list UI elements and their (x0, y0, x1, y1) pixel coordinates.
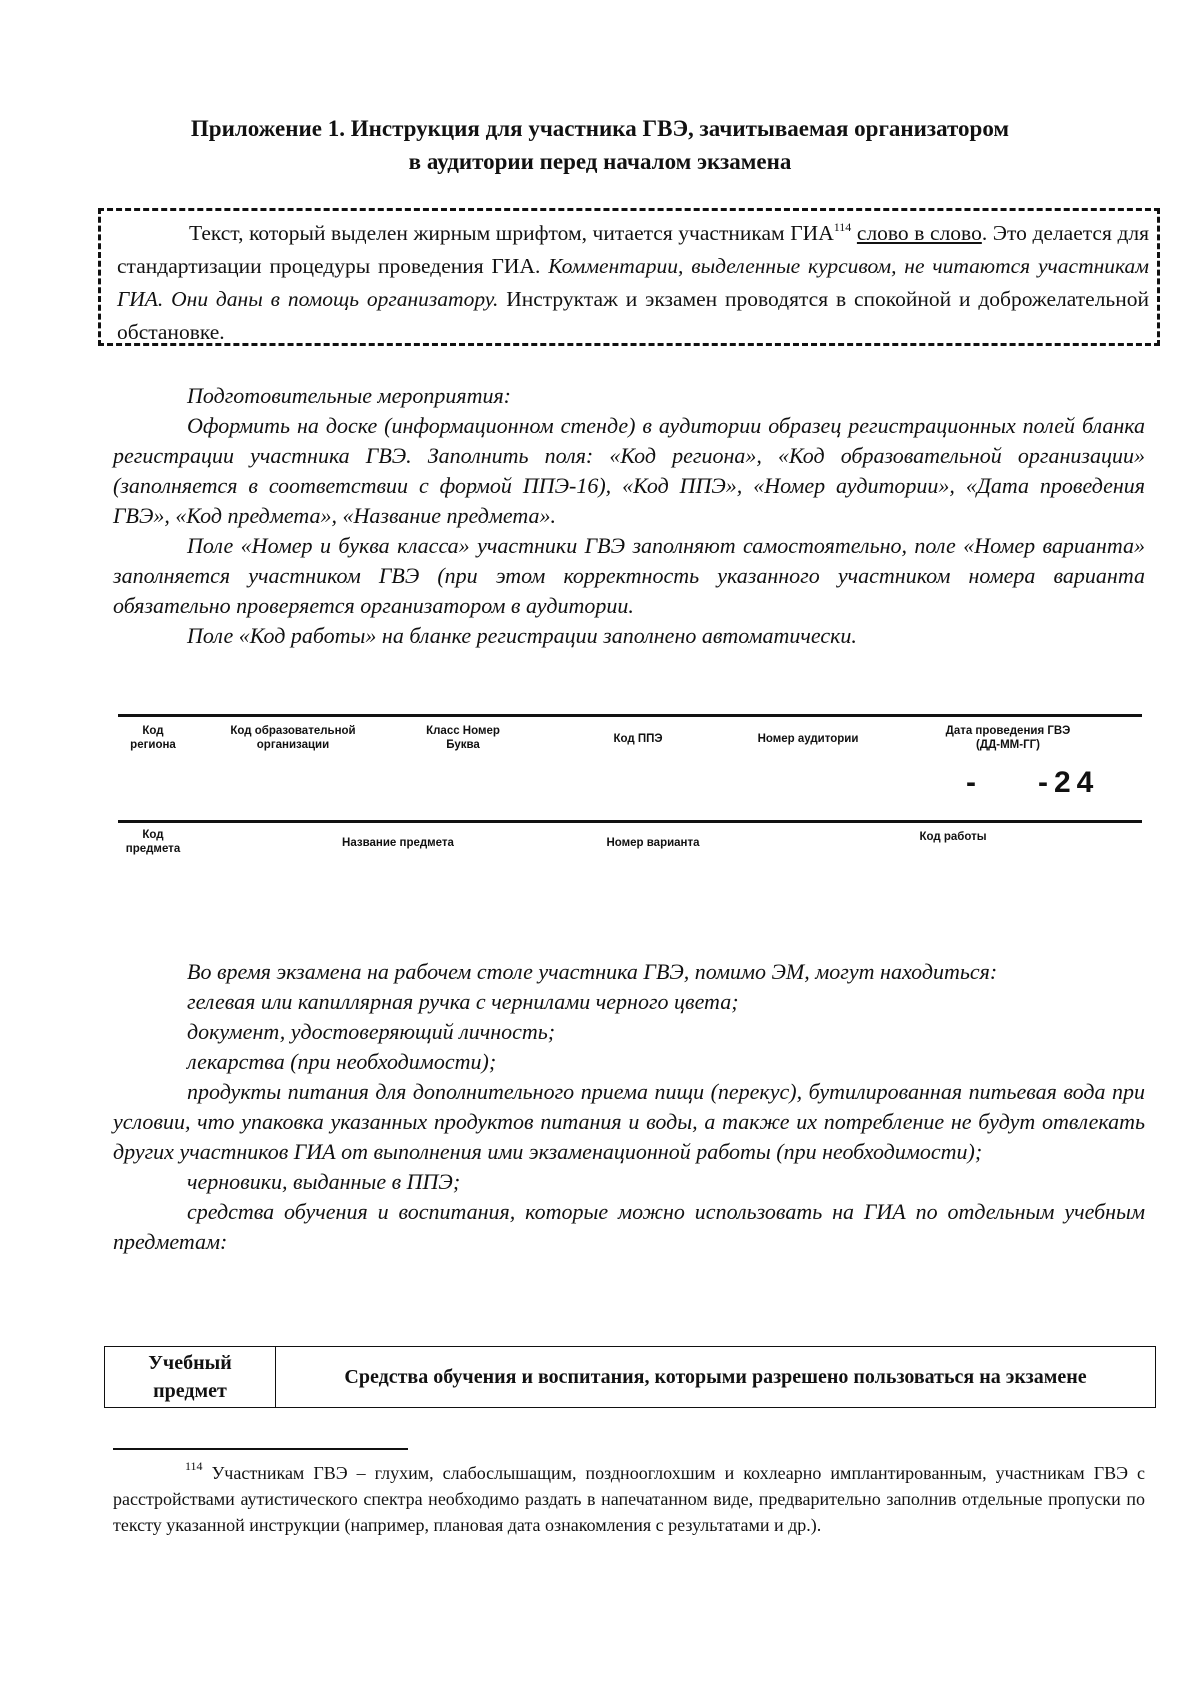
notice-text: Текст, который выделен жирным шрифтом, читается участникам ГИА$^{114}$ слово в слово. Это делается для стандартизации процедуры проведения ГИА. Комментарии, выделенные курсивом, не читаются участникам ГИА. Они даны в помощь организатору. Инструктаж и экзамен проводятся в спокойной и доброжелательной обстановке. (117, 220, 1150, 344)
date-format-hint: (ДД-ММ-ГГ) (976, 739, 1040, 751)
ppe-code-label: Код ППЭ (613, 733, 663, 745)
form-top-rule (118, 714, 1142, 717)
prep-heading: Подготовительные мероприятия: (187, 383, 512, 408)
subject-name-label: Название предмета (342, 837, 454, 849)
registration-form-sample (118, 714, 1142, 924)
allowed-item: лекарства (при необходимости); (187, 1049, 497, 1074)
footnote (113, 1460, 1145, 1538)
prep-section (113, 381, 1145, 651)
exam-date-label: Дата проведения ГВЭ (ДД-ММ-ГГ) (918, 724, 1098, 752)
allowed-item: средства обучения и воспитания, которые можно использовать на ГИА по отдельным учебным предметам: (113, 1199, 1145, 1254)
variant-number-label: Номер варианта (606, 837, 700, 849)
prep-paragraph-1: Оформить на доске (информационном стенде) в аудитории образец регистрационных полей бланка регистрации участника ГВЭ. Заполнить поля: «Код региона», «Код образовательной организации» (заполняется в соответствии с формой ППЭ-16), «Код ППЭ», «Номер аудитории», «Дата проведения ГВЭ», «Код предмета», «Название предмета». (113, 413, 1145, 528)
title-line-2: в аудитории перед началом экзамена (408, 149, 792, 174)
date-dash: - (966, 766, 982, 799)
form-middle-rule (118, 820, 1142, 823)
work-code-label: Код работы (919, 831, 987, 843)
allowed-item: гелевая или капиллярная ручка с чернилами черного цвета; (187, 989, 739, 1014)
means-column-header: Средства обучения и воспитания, которыми разрешено пользоваться на экзамене (276, 1347, 1156, 1408)
title-line-1: Приложение 1. Инструкция для участника ГВЭ, зачитываемая организатором (190, 116, 1010, 141)
means-table (104, 1346, 1156, 1408)
subject-column-header: Учебный предмет (105, 1347, 276, 1408)
footnote-separator (113, 1448, 408, 1450)
footnote-text: Участникам ГВЭ – глухим, слабослышащим, позднооглохшим и кохлеарно имплантированным, участникам ГВЭ с расстройствами аутистического спектра необходимо раздать в напечатанном виде, предварительно заполнив отдельные пропуски по тексту указанной инструкции (например, плановая дата ознакомления с результатами и др.). (113, 1463, 1145, 1535)
underlined-phrase: слово в слово (856, 221, 982, 245)
page-title (100, 112, 1100, 178)
prep-paragraph-3: Поле «Код работы» на бланке регистрации заполнено автоматически. (187, 623, 857, 648)
allowed-item: документ, удостоверяющий личность; (187, 1019, 556, 1044)
allowed-item: черновики, выданные в ППЭ; (187, 1169, 461, 1194)
footnote-number: 114 (185, 1459, 203, 1473)
table-header-row (105, 1347, 1156, 1408)
allowed-item: продукты питания для дополнительного приема пищи (перекус), бутилированная питьевая вода при условии, что упаковка указанных продуктов питания и воды, а также их потребление не будут отвлекать других участников ГИА от выполнения ими экзаменационной работы (при необходимости); (113, 1079, 1145, 1164)
class-label: Класс Номер Буква (426, 725, 500, 751)
allowed-items-section (113, 957, 1145, 1257)
subject-code-label: Код предмета (125, 829, 181, 855)
footnote-ref[interactable]: 114 (833, 220, 852, 234)
prep-paragraph-2: Поле «Номер и буква класса» участники ГВЭ заполняют самостоятельно, поле «Номер варианта» заполняется участником ГВЭ (при этом корректность указанного участником номера варианта обязательно проверяется организатором в аудитории. (113, 533, 1145, 618)
allowed-intro: Во время экзамена на рабочем столе участника ГВЭ, помимо ЭМ, могут находиться: (187, 959, 998, 984)
region-code-label: Код региона (130, 725, 176, 751)
italic-comment: Комментарии, выделенные курсивом, не читаются участникам ГИА. Они даны в помощь организатору. (117, 254, 1150, 311)
reading-notice-box (98, 208, 1160, 346)
org-code-label: Код образовательной организации (230, 725, 356, 751)
date-year-value: -24 (1038, 766, 1100, 799)
room-number-label: Номер аудитории (757, 733, 859, 745)
